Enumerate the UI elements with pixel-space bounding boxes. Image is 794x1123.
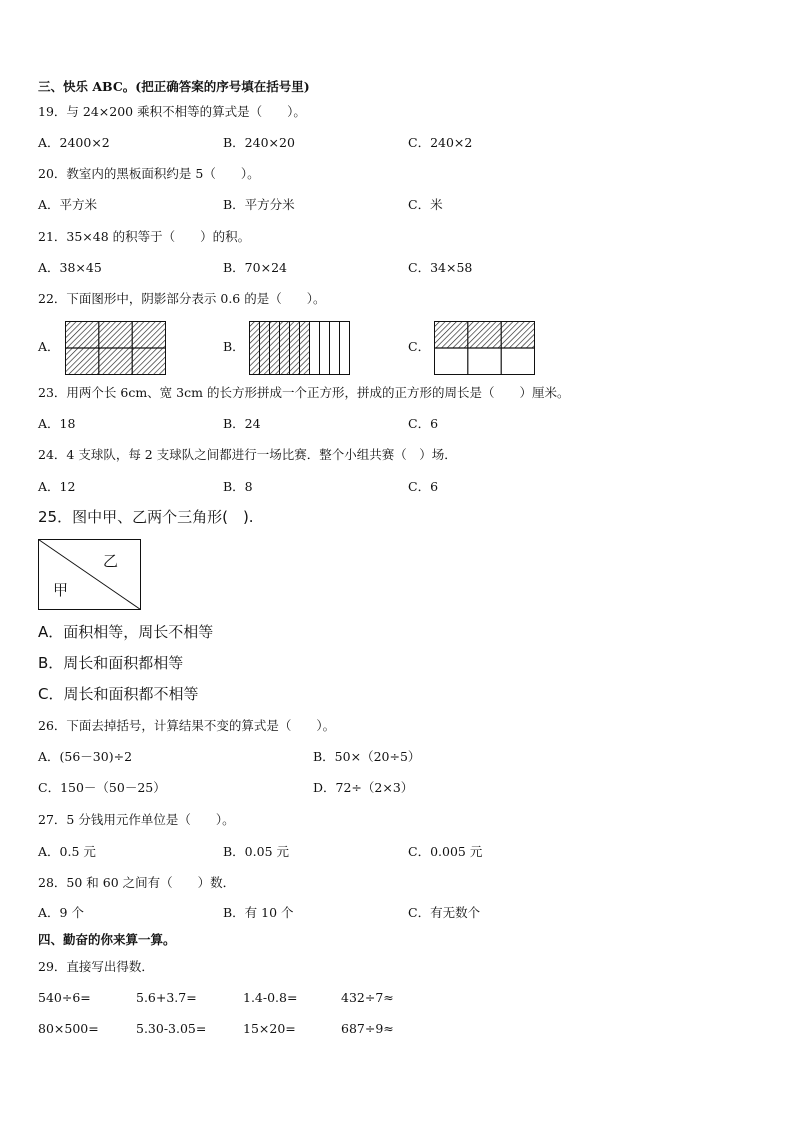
q25-label-jia: 甲 <box>53 581 69 599</box>
q27-option-a: A．0.5 元 <box>38 844 96 859</box>
question-21-stem: 21．35×48 的积等于（ ）的积。 <box>38 229 251 244</box>
section-4-heading: 四、勤奋的你来算一算。 <box>38 932 176 947</box>
q21-option-c: C．34×58 <box>408 260 473 275</box>
q29-r2-c1: 80×500= <box>38 1021 99 1036</box>
question-23-stem: 23．用两个长 6cm、宽 3cm 的长方形拼成一个正方形，拼成的正方形的周长是（ ）厘米。 <box>38 385 570 400</box>
q26-option-a: A．(56－30)÷2 <box>38 749 133 764</box>
q19-option-a: A．2400×2 <box>38 135 110 150</box>
question-24-stem: 24．4 支球队，每 2 支球队之间都进行一场比赛．整个小组共赛（ ）场． <box>38 447 457 462</box>
q26-option-b: B．50×（20÷5） <box>313 749 421 764</box>
question-25-stem: 25．图中甲、乙两个三角形( ). <box>38 508 254 526</box>
q28-option-c: C．有无数个 <box>408 905 481 920</box>
q19-option-c: C．240×2 <box>408 135 473 150</box>
q29-r2-c4: 687÷9≈ <box>341 1021 394 1036</box>
q22-figure-c <box>434 321 535 375</box>
q22-option-c: C． <box>408 339 431 354</box>
q25-triangle-figure <box>38 539 142 611</box>
q29-r1-c2: 5.6+3.7= <box>136 990 197 1005</box>
q27-option-b: B．0.05 元 <box>223 844 289 859</box>
q27-option-c: C．0.005 元 <box>408 844 483 859</box>
question-26-stem: 26．下面去掉括号，计算结果不变的算式是（ ）。 <box>38 718 336 733</box>
question-29-stem: 29．直接写出得数． <box>38 959 154 974</box>
section-3-heading: 三、快乐 ABC。(把正确答案的序号填在括号里) <box>38 79 310 94</box>
question-28-stem: 28．50 和 60 之间有（ ）数． <box>38 875 236 890</box>
q29-r1-c4: 432÷7≈ <box>341 990 394 1005</box>
q23-option-a: A．18 <box>38 416 76 431</box>
q22-option-b: B． <box>223 339 245 354</box>
q26-option-c: C．150－（50－25） <box>38 780 166 795</box>
q20-option-a: A．平方米 <box>38 197 98 212</box>
q28-option-a: A．9 个 <box>38 905 84 920</box>
q23-option-c: C．6 <box>408 416 439 431</box>
q25-label-yi: 乙 <box>103 552 119 570</box>
q22-figure-a <box>65 321 166 375</box>
q22-figure-b <box>249 321 350 375</box>
question-19-stem: 19．与 24×200 乘积不相等的算式是（ ）。 <box>38 104 306 119</box>
question-22-stem: 22．下面图形中，阴影部分表示 0.6 的是（ ）。 <box>38 291 326 306</box>
q25-option-b: B．周长和面积都相等 <box>38 654 184 672</box>
q29-r2-c2: 5.30-3.05= <box>136 1021 207 1036</box>
q29-r2-c3: 15×20= <box>243 1021 296 1036</box>
q26-option-d: D．72÷（2×3） <box>313 780 414 795</box>
q29-r1-c3: 1.4-0.8= <box>243 990 298 1005</box>
question-20-stem: 20．教室内的黑板面积约是 5（ ）。 <box>38 166 260 181</box>
q20-option-c: C．米 <box>408 197 443 212</box>
q28-option-b: B．有 10 个 <box>223 905 294 920</box>
q25-option-c: C．周长和面积都不相等 <box>38 685 199 703</box>
q21-option-a: A．38×45 <box>38 260 102 275</box>
q24-option-c: C．6 <box>408 479 439 494</box>
q24-option-b: B．8 <box>223 479 253 494</box>
q24-option-a: A．12 <box>38 479 76 494</box>
question-27-stem: 27．5 分钱用元作单位是（ ）。 <box>38 812 235 827</box>
q19-option-b: B．240×20 <box>223 135 295 150</box>
q23-option-b: B．24 <box>223 416 261 431</box>
q20-option-b: B．平方分米 <box>223 197 295 212</box>
q25-option-a: A．面积相等，周长不相等 <box>38 623 214 641</box>
q29-r1-c1: 540÷6= <box>38 990 91 1005</box>
q22-option-a: A． <box>38 339 60 354</box>
q21-option-b: B．70×24 <box>223 260 287 275</box>
